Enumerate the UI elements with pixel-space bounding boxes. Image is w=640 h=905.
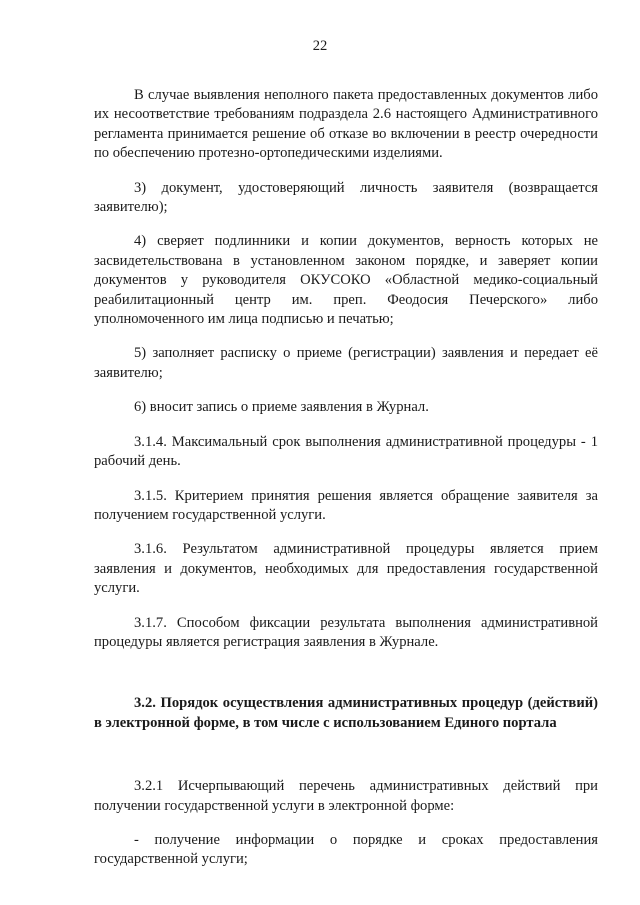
document-body <box>94 86 598 870</box>
section-heading-3-2: 3.2. Порядок осуществления административных процедур (действий) в электронной форме, в том числе с использованием Единого портала <box>94 695 598 731</box>
list-item-6: 6) вносит запись о приеме заявления в Журнал. <box>134 399 429 416</box>
list-item-info: - получение информации о порядке и сроках предоставления государственной услуги; <box>94 831 598 868</box>
clause-3-2-1: 3.2.1 Исчерпывающий перечень административных действий при получении государственной услуги в электронной форме: <box>94 778 598 814</box>
clause-3-1-4: 3.1.4. Максимальный срок выполнения административной процедуры - 1 рабочий день. <box>94 433 598 470</box>
clause-3-1-6: 3.1.6. Результатом административной процедуры является прием заявления и документов, необходимых для предоставления государственной услуги. <box>94 541 598 597</box>
clause-3-1-5: 3.1.5. Критерием принятия решения является обращение заявителя за получением государственной услуги. <box>94 487 598 523</box>
list-item-5: 5) заполняет расписку о приеме (регистрации) заявления и передает её заявителю; <box>94 345 598 381</box>
list-item-4: 4) сверяет подлинники и копии документов, верность которых не засвидетельствована в установленном законом порядке, и заверяет копии документов у руководителя ОКУСОКО «Областной медико-социальный реабилитационный центр им. преп. Феодосия Печерского» либо уполномоченного им лица подписью и печатью; <box>94 233 598 328</box>
page-number: 22 <box>312 38 328 54</box>
paragraph-refusal: В случае выявления неполного пакета предоставленных документов либо их несоответствие требованиям подраздела 2.6 настоящего Административного регламента принимается решение об отказе во включении в реестр очередности по обеспечению протезно-ортопедическими изделиями. <box>94 87 598 162</box>
list-item-3: 3) документ, удостоверяющий личность заявителя (возвращается заявителю); <box>94 179 598 216</box>
clause-3-1-7: 3.1.7. Способом фиксации результата выполнения административной процедуры является регистрация заявления в Журнале. <box>94 614 598 650</box>
